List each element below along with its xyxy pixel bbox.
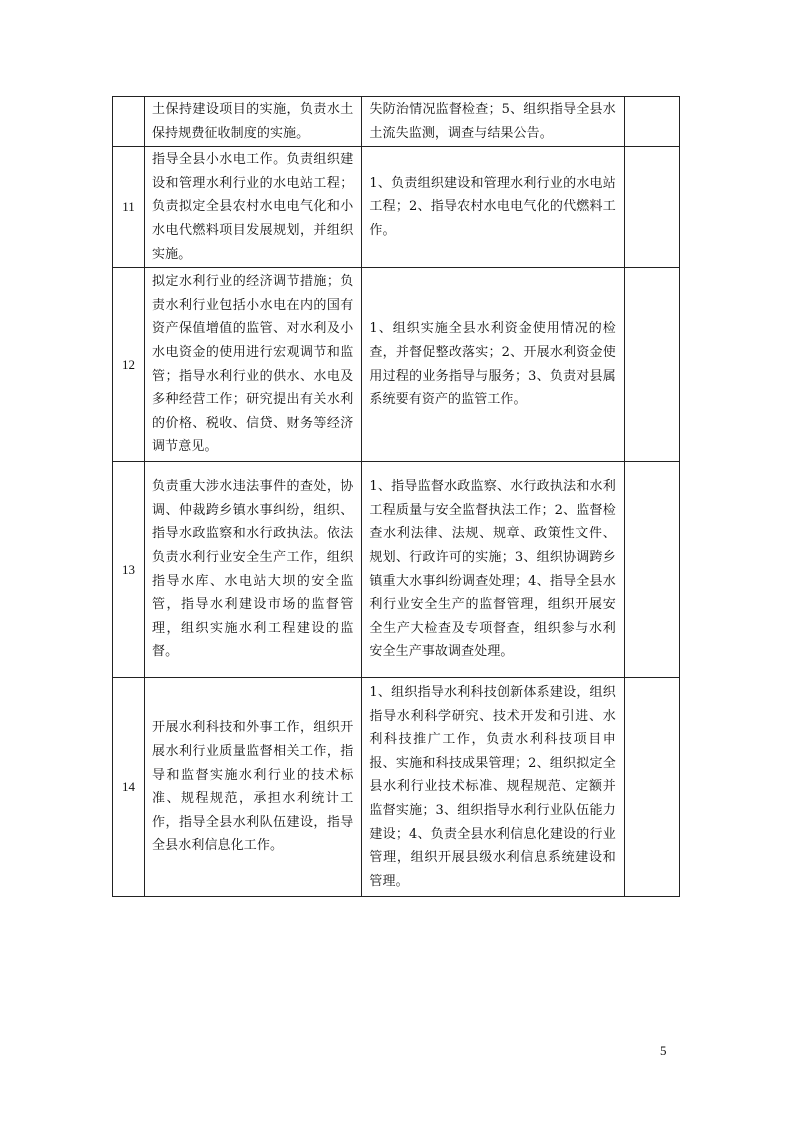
page-number: 5: [660, 1043, 667, 1058]
duty-text: 开展水利科技和外事工作，组织开展水利行业质量监督相关工作，指导和监督实施水利行业的技术标准、规程规范，承担水利统计工作，指导全县水利队伍建设，指导全县水利信息化工作。: [152, 720, 354, 854]
note-cell: [624, 268, 679, 462]
note-cell: [624, 147, 679, 268]
duty-text: 土保持建设项目的实施，负责水土保持规费征收制度的实施。: [152, 102, 354, 141]
row-number: 13: [113, 462, 145, 678]
table-row: [113, 678, 680, 897]
matters-text: 1、负责组织建设和管理水利行业的水电站工程；2、指导农村水电电气化的代燃料工作。: [369, 175, 616, 238]
row-number: 14: [113, 678, 145, 897]
duty-text: 指导全县小水电工作。负责组织建设和管理水利行业的水电站工程；负责拟定全县农村水电电气化和小水电代燃料项目发展规划，并组织实施。: [152, 152, 354, 262]
table-row: [113, 97, 680, 147]
table-row: [113, 147, 680, 268]
matters-text: 失防治情况监督检查；5、组织指导全县水土流失监测，调查与结果公告。: [369, 102, 616, 141]
duty-text: 拟定水利行业的经济调节措施；负责水利行业包括小水电在内的国有资产保值增值的监管、对水利及小水电资金的使用进行宏观调节和监管；指导水利行业的供水、水电及多种经营工作；研究提出有关水利的价格、税收、信贷、财务等经济调节意见。: [152, 274, 354, 455]
matters-text: 1、组织实施全县水利资金使用情况的检查，并督促整改落实；2、开展水利资金使用过程的业务指导与服务；3、负责对县属系统要有资产的监管工作。: [369, 321, 616, 408]
note-cell: [624, 678, 679, 897]
table-row: [113, 268, 680, 462]
note-cell: [624, 97, 679, 147]
note-cell: [624, 462, 679, 678]
table-row: [113, 462, 680, 678]
row-number: 12: [113, 268, 145, 462]
row-number: 11: [113, 147, 145, 268]
row-number: [113, 97, 145, 147]
matters-text: 1、组织指导水利科技创新体系建设，组织指导水利科学研究、技术开发和引进、水利科技推广工作，负责水利科技项目申报、实施和科技成果管理；2、组织拟定全县水利行业技术标准、规程规范、定额并监督实施；3、组织指导水利行业队伍能力建设；4、负责全县水利信息化建设的行业管理，组织开展县级水利信息系统建设和管理。: [369, 684, 616, 889]
duty-text: 负责重大涉水违法事件的查处，协调、仲裁跨乡镇水事纠纷，组织、指导水政监察和水行政执法。依法负责水利行业安全生产工作，组织指导水库、水电站大坝的安全监管，指导水利建设市场的监督管理，组织实施水利工程建设的监督。: [152, 479, 354, 660]
duty-table: [112, 96, 680, 897]
matters-text: 1、指导监督水政监察、水行政执法和水利工程质量与安全监督执法工作；2、监督检查水利法律、法规、规章、政策性文件、规划、行政许可的实施；3、组织协调跨乡镇重大水事纠纷调查处理；4、指导全县水利行业安全生产的监督管理，组织开展安全生产大检查及专项督查，组织参与水利安全生产事故调查处理。: [369, 479, 616, 660]
